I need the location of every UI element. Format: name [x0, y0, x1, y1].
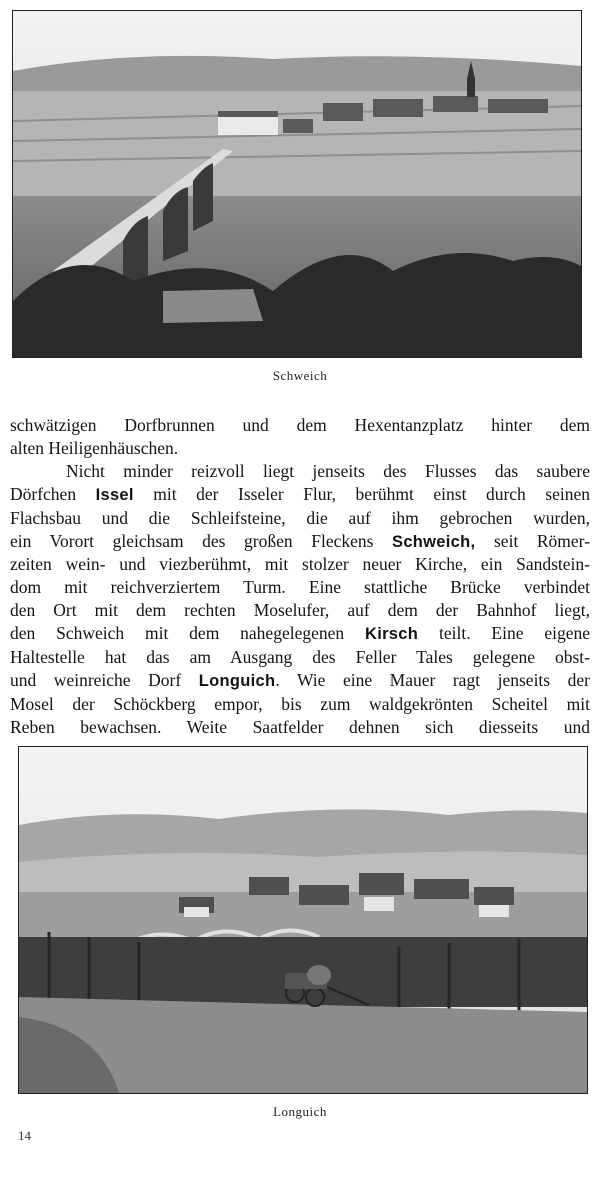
text-line: dom mit reichverziertem Turm. Eine stattliche Brücke verbindet — [10, 577, 590, 598]
text-line: den Ort mit dem rechten Moselufer, auf dem der Bahnhof liegt, — [10, 600, 590, 621]
white-building — [218, 117, 278, 135]
text-line: und weinreiche Dorf Longuich. Wie eine Mauer ragt jenseits der — [10, 669, 590, 690]
caption-longuich: Longuich — [273, 1104, 327, 1119]
text-line: Haltestelle hat das am Ausgang des Feller Tales gelegene obst- — [10, 647, 590, 668]
schweich-landscape-illustration — [13, 11, 581, 357]
text-line: Reben bewachsen. Weite Saatfelder dehnen sich diesseits und — [10, 716, 590, 737]
text-line: alten Heiligenhäuschen. — [10, 437, 179, 458]
text-line: Mosel der Schöckberg empor, bis zum waldgekrönten Scheitel mit — [10, 693, 590, 714]
distant-hills — [13, 56, 581, 96]
place-name-schweich: Schweich, — [392, 532, 476, 551]
foreground-roof — [163, 289, 263, 323]
text-line: schwätzigen Dorfbrunnen und dem Hexentanzplatz hinter dem — [10, 415, 590, 435]
longuich-landscape-illustration — [19, 747, 587, 1093]
caption-schweich: Schweich — [272, 368, 328, 383]
body-text — [10, 414, 590, 739]
place-name-longuich: Longuich — [198, 671, 276, 690]
place-name-kirsch: Kirsch — [364, 625, 419, 644]
text-line: Dörfchen Issel mit der Isseler Flur, berühmt einst durch seinen — [10, 483, 591, 504]
photo-longuich — [18, 746, 588, 1094]
text-line: Flachsbau und die Schleifsteine, die auf ihm gebrochen wurden, — [10, 507, 590, 528]
text-line: den Schweich mit dem nahegelegenen Kirsch teilt. Eine eigene — [10, 623, 591, 644]
page-number: 14 — [18, 1128, 31, 1143]
text-line: zeiten wein- und viezberühmt, mit stolzer neuer Kirche, ein Sandstein- — [10, 554, 590, 575]
photo-schweich — [12, 10, 582, 358]
place-name-issel: Issel — [95, 485, 134, 504]
text-line: ein Vorort gleichsam des großen Fleckens Schweich, seit Römer- — [10, 530, 590, 551]
text-line: Nicht minder reizvoll liegt jenseits des Flusses das saubere — [66, 460, 590, 481]
